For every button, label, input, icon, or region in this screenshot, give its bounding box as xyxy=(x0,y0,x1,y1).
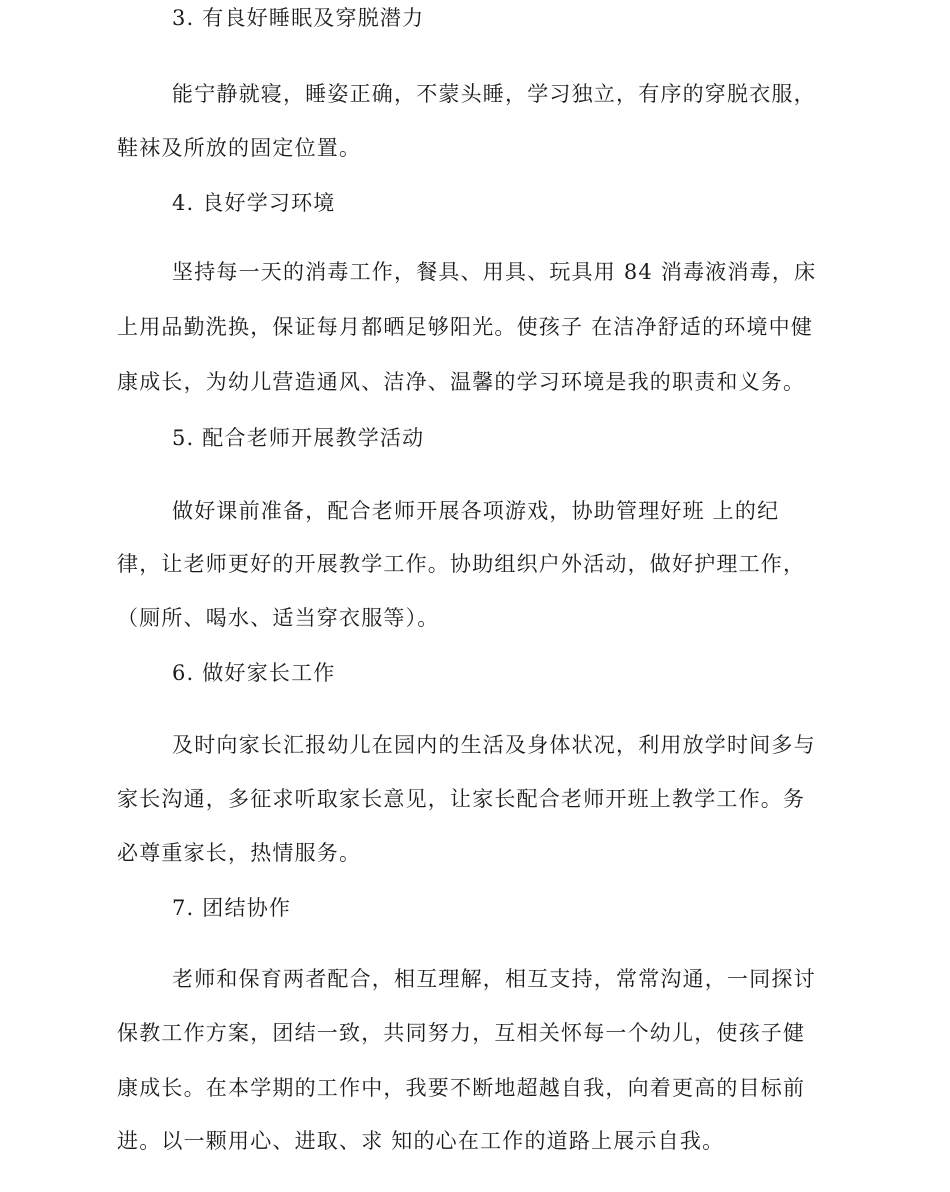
paragraph-line: 进。以一颗用心、进取、求 知的心在工作的道路上展示自我。 xyxy=(117,1129,725,1153)
paragraph-line: 必尊重家长，热情服务。 xyxy=(117,841,362,865)
paragraph-line: 坚持每一天的消毒工作，餐具、用具、玩具用 84 消毒液消毒，床 xyxy=(172,260,817,284)
paragraph-line: （厕所、喝水、适当穿衣服等）。 xyxy=(117,606,440,630)
section-heading: 4. 良好学习环境 xyxy=(172,191,336,215)
section-heading: 7. 团结协作 xyxy=(172,896,292,920)
paragraph-line: 能宁静就寝，睡姿正确，不蒙头睡，学习独立，有序的穿脱衣服， xyxy=(172,82,816,106)
paragraph-line: 及时向家长汇报幼儿在园内的生活及身体状况，利用放学时间多与 xyxy=(172,733,816,757)
paragraph-line: 律，让老师更好的开展教学工作。协助组织户外活动，做好护理工作， xyxy=(117,552,806,576)
paragraph-line: 康成长。在本学期的工作中，我要不断地超越自我，向着更高的目标前 xyxy=(117,1076,806,1100)
paragraph-line: 做好课前准备，配合老师开展各项游戏，协助管理好班 上的纪 xyxy=(172,499,780,523)
section-heading: 5. 配合老师开展教学活动 xyxy=(172,426,425,450)
section-heading: 3. 有良好睡眠及穿脱潜力 xyxy=(172,6,425,30)
paragraph-line: 老师和保育两者配合，相互理解，相互支持，常常沟通，一同探讨 xyxy=(172,967,816,991)
paragraph-line: 家长沟通，多征求听取家长意见，让家长配合老师开班上教学工作。务 xyxy=(117,787,806,811)
paragraph-line: 鞋袜及所放的固定位置。 xyxy=(117,136,362,160)
section-heading: 6. 做好家长工作 xyxy=(172,661,336,685)
paragraph-line: 康成长，为幼儿营造通风、洁净、温馨的学习环境是我的职责和义务。 xyxy=(117,370,806,394)
paragraph-line: 保教工作方案，团结一致，共同努力，互相关怀每一个幼儿，使孩子健 xyxy=(117,1021,806,1045)
paragraph-line: 上用品勤洗换，保证每月都晒足够阳光。使孩子 在洁净舒适的环境中健 xyxy=(117,315,814,339)
